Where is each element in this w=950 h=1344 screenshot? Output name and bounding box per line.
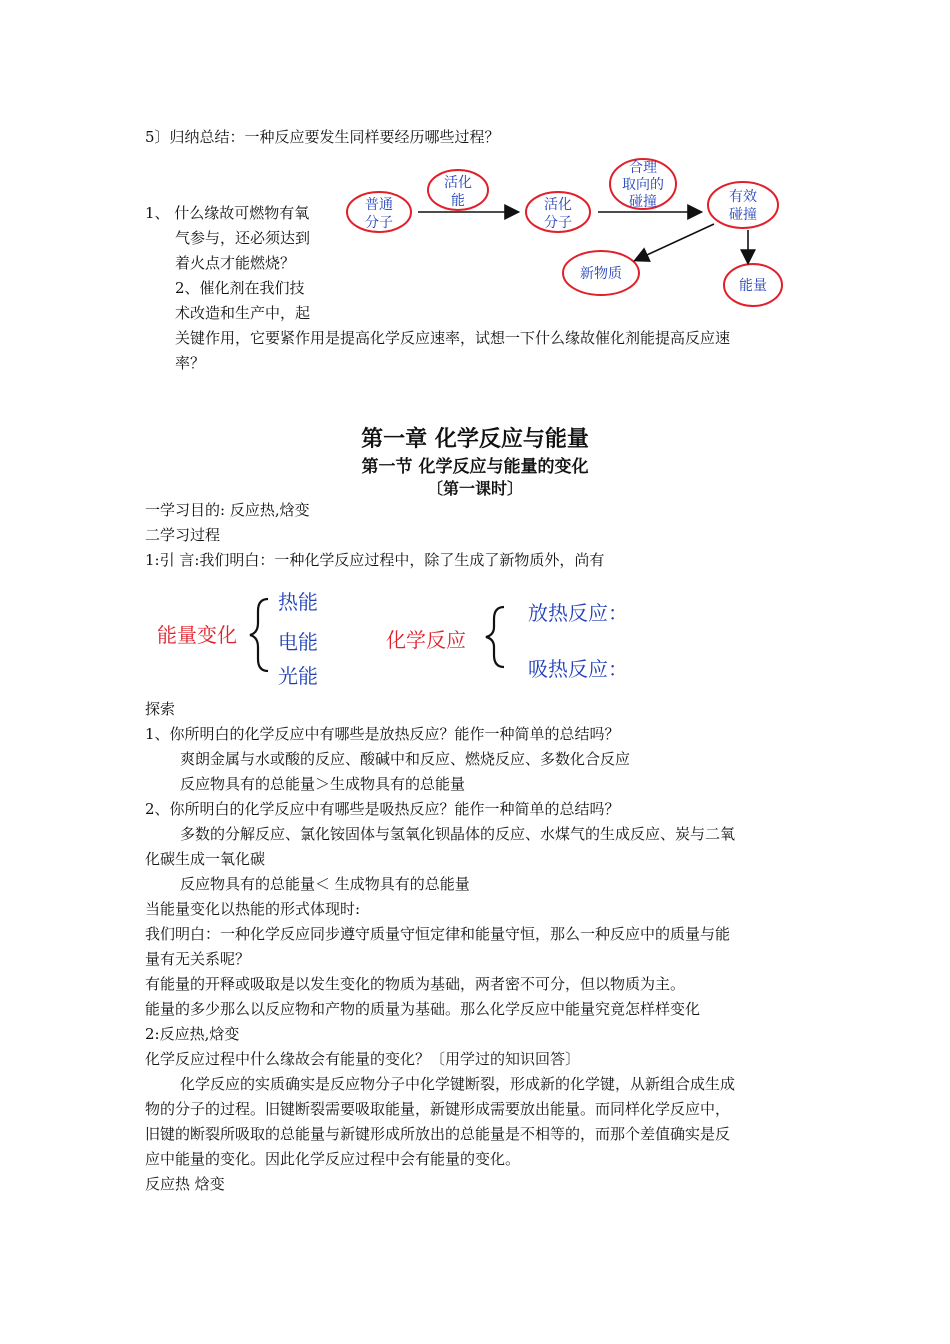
text-line: 2:反应热,焓变 — [145, 1025, 240, 1043]
light-energy: 光能 — [278, 664, 318, 688]
node-label: 普通 — [365, 197, 393, 213]
node-label: 分子 — [544, 215, 572, 231]
text-line: 物的分子的过程。旧键断裂需要吸取能量，新键形成需要放出能量。而同样化学反应中， — [145, 1100, 731, 1118]
node-label: 活化 — [544, 197, 572, 213]
text-line: 化学反应的实质确实是反应物分子中化学键断裂，形成新的化学键，从新组合成生成 — [180, 1075, 736, 1093]
text-line: 探索 — [145, 700, 176, 718]
text-line: 爽朗金属与水或酸的反应、酸碱中和反应、燃烧反应、多数化合反应 — [180, 750, 631, 768]
text-line: 当能量变化以热能的形式体现时: — [145, 900, 361, 918]
text-line: 量有无关系呢？ — [145, 950, 251, 968]
text-line: 有能量的开释或吸取是以发生变化的物质为基础，两者密不可分，但以物质为主。 — [145, 975, 686, 993]
text-line: 反应热 焓变 — [145, 1175, 225, 1193]
node-label: 有效 — [729, 189, 757, 205]
learning-process: 二学习过程 — [145, 526, 221, 544]
text-line: 化碳生成一氧化碳 — [145, 850, 266, 868]
question-line: 着火点才能燃烧？ — [175, 254, 296, 272]
node-label: 能量 — [739, 278, 767, 294]
text-line: 旧键的断裂所吸取的总能量与新键形成所放出的总能量是不相等的，而那个差值确实是反 — [145, 1125, 731, 1143]
right-brace — [486, 607, 504, 667]
question-line: 1、 什么缘故可燃物有氧 — [145, 204, 310, 222]
heat-energy: 热能 — [278, 590, 318, 614]
exothermic-label: 放热反应： — [528, 601, 628, 625]
node-label: 碰撞 — [729, 207, 757, 223]
question-line: 关键作用，它要紧作用是提高化学反应速率，试想一下什么缘故催化剂能提高反应速 — [175, 329, 731, 347]
energy-change-label: 能量变化 — [157, 623, 237, 647]
learning-goal: 一学习目的: 反应热,焓变 — [145, 501, 310, 519]
node-label: 碰撞 — [629, 194, 657, 210]
node-label: 新物质 — [580, 266, 622, 282]
text-line: 应中能量的变化。因此化学反应过程中会有能量的变化。 — [145, 1150, 521, 1168]
chapter-title: 第一章 化学反应与能量 — [361, 426, 589, 452]
text-line: 多数的分解反应、氯化铵固体与氢氧化钡晶体的反应、水煤气的生成反应、炭与二氧 — [180, 825, 736, 843]
text-line: 2、你所明白的化学反应中有哪些是吸热反应？能作一种简单的总结吗？ — [145, 800, 620, 818]
text-line: 我们明白：一种化学反应同步遵守质量守恒定律和能量守恒，那么一种反应中的质量与能 — [145, 925, 731, 943]
node-label: 活化 — [444, 175, 472, 191]
left-brace — [250, 599, 268, 671]
node-label: 能 — [451, 193, 465, 209]
question-line: 2、催化剂在我们技 — [175, 279, 305, 297]
endothermic-label: 吸热反应： — [528, 657, 628, 681]
energy-braces — [0, 585, 950, 705]
summary-question: 5〕归纳总结：一种反应要发生同样要经历哪些过程？ — [145, 128, 500, 146]
text-line: 能量的多少那么以反应物和产物的质量为基础。那么化学反应中能量究竟怎样样变化 — [145, 1000, 701, 1018]
text-line: 反应物具有的总能量＞生成物具有的总能量 — [180, 775, 466, 793]
question-line: 气参与，还必须达到 — [175, 229, 311, 247]
electric-energy: 电能 — [278, 630, 318, 654]
arrow-3 — [636, 224, 714, 260]
lesson-title: 〔第一课时〕 — [426, 479, 523, 498]
node-label: 合理 — [629, 160, 657, 176]
collision-flow-diagram — [0, 0, 950, 320]
chemical-reaction-label: 化学反应 — [386, 628, 466, 652]
section-title: 第一节 化学反应与能量的变化 — [361, 457, 589, 477]
intro-line: 1:引 言:我们明白：一种化学反应过程中，除了生成了新物质外，尚有 — [145, 551, 605, 569]
node-label: 分子 — [365, 215, 393, 231]
text-line: 1、你所明白的化学反应中有哪些是放热反应？能作一种简单的总结吗？ — [145, 725, 620, 743]
question-line: 率？ — [175, 354, 206, 372]
question-line: 术改造和生产中，起 — [175, 304, 311, 322]
node-label: 取向的 — [622, 177, 664, 193]
text-line: 反应物具有的总能量＜ 生成物具有的总能量 — [180, 875, 470, 893]
text-line: 化学反应过程中什么缘故会有能量的变化？〔用学过的知识回答〕 — [145, 1050, 581, 1068]
